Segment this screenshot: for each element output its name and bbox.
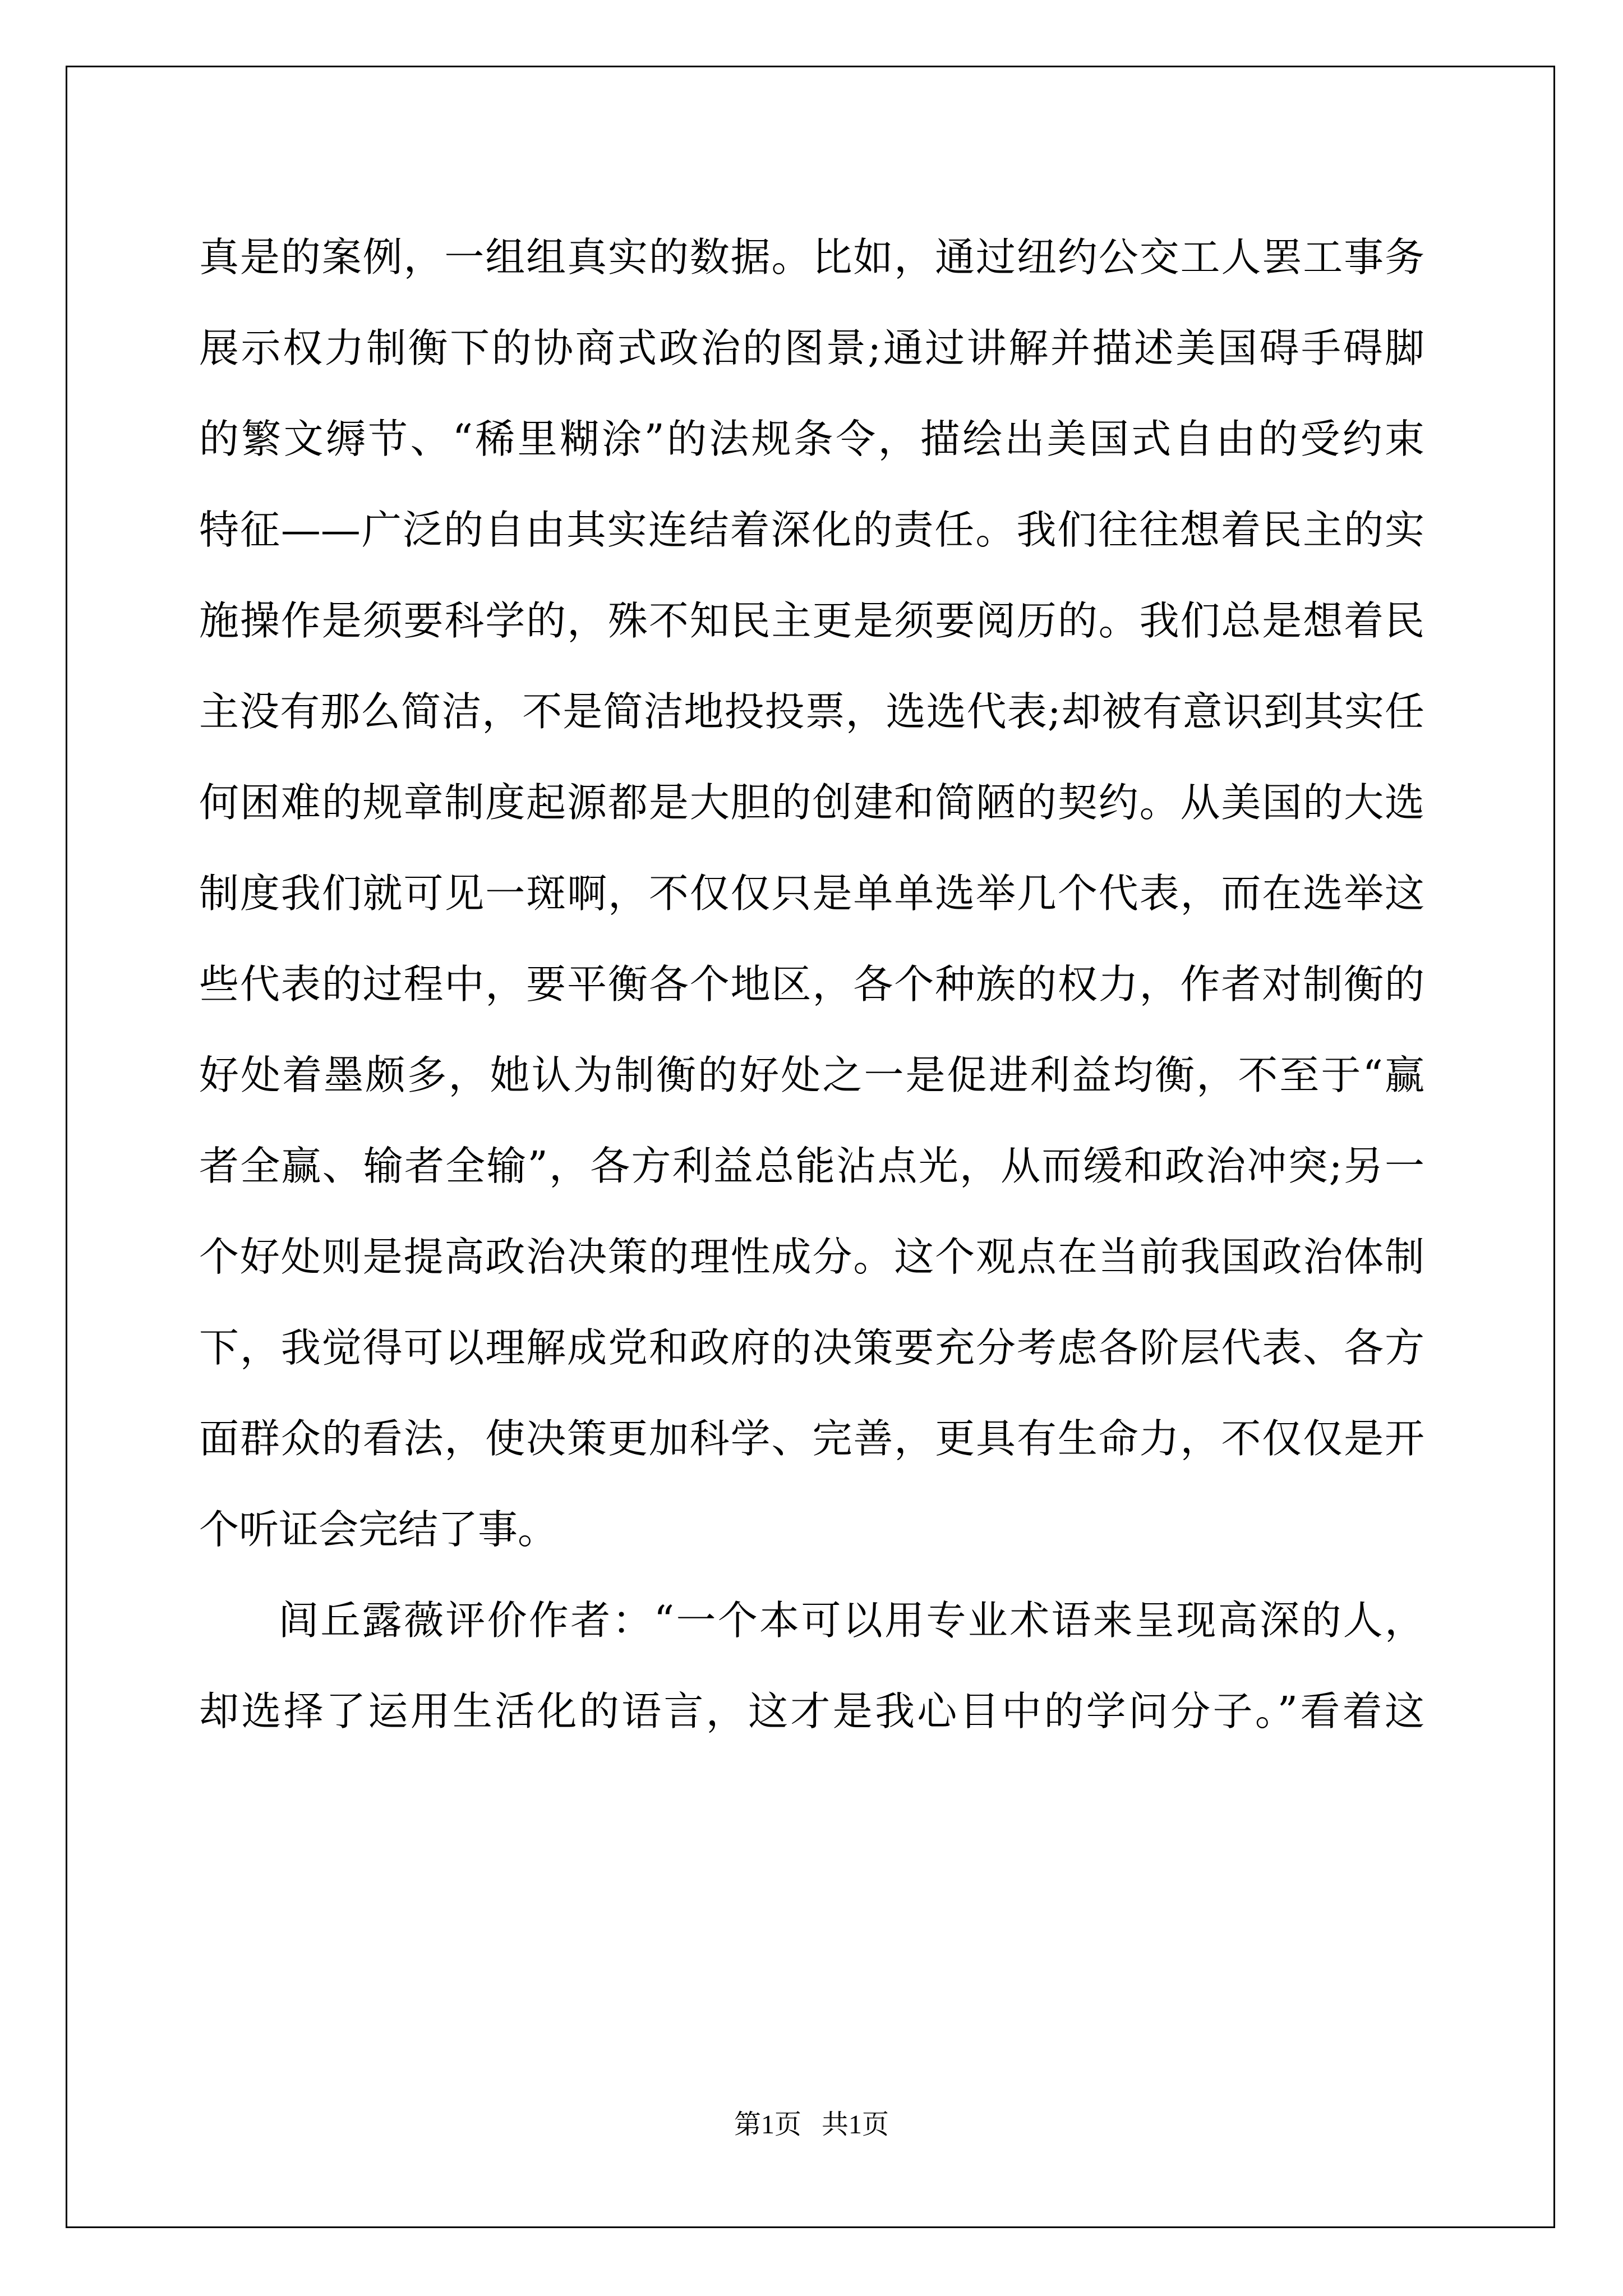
text-line: 个好处则是提高政治决策的理性成分。这个观点在当前我国政治体制 xyxy=(199,1234,1424,1280)
text-line: 施操作是须要科学的，殊不知民主更是须要阅历的。我们总是想着民 xyxy=(199,597,1424,644)
text-line: 却选择了运用生活化的语言，这才是我心目中的学问分子。”看着这 xyxy=(199,1688,1424,1734)
page-number-footer: 第1页 共1页 xyxy=(734,2110,889,2139)
text-line: 制度我们就可见一斑啊，不仅仅只是单单选举几个代表，而在选举这 xyxy=(199,870,1424,917)
text-line: 主没有那么简洁，不是简洁地投投票，选选代表;却被有意识到其实任 xyxy=(199,688,1424,735)
text-line: 何困难的规章制度起源都是大胆的创建和简陋的契约。从美国的大选 xyxy=(199,779,1424,826)
text-line: 面群众的看法，使决策更加科学、完善，更具有生命力，不仅仅是开 xyxy=(199,1415,1424,1462)
text-line: 者全赢、输者全输”，各方利益总能沾点光，从而缓和政治冲突;另一 xyxy=(199,1143,1424,1189)
text-line: 些代表的过程中，要平衡各个地区，各个种族的权力，作者对制衡的 xyxy=(199,961,1424,1007)
text-line: 特征——广泛的自由其实连结着深化的责任。我们往往想着民主的实 xyxy=(199,507,1424,553)
text-line: 下，我觉得可以理解成党和政府的决策要充分考虑各阶层代表、各方 xyxy=(199,1324,1424,1371)
text-line: 真是的案例，一组组真实的数据。比如，通过纽约公交工人罢工事务 xyxy=(199,234,1424,280)
text-line: 展示权力制衡下的协商式政治的图景;通过讲解并描述美国碍手碍脚 xyxy=(199,325,1424,371)
document-body xyxy=(199,212,1424,1757)
text-line: 闾丘露薇评价作者：“一个本可以用专业术语来呈现高深的人， xyxy=(279,1597,1424,1644)
text-line: 个听证会完结了事。 xyxy=(199,1506,558,1553)
text-line: 的繁文缛节、“稀里糊涂”的法规条令，描绘出美国式自由的受约束 xyxy=(199,416,1424,462)
text-line: 好处着墨颇多，她认为制衡的好处之一是促进利益均衡，不至于“赢 xyxy=(199,1052,1424,1098)
